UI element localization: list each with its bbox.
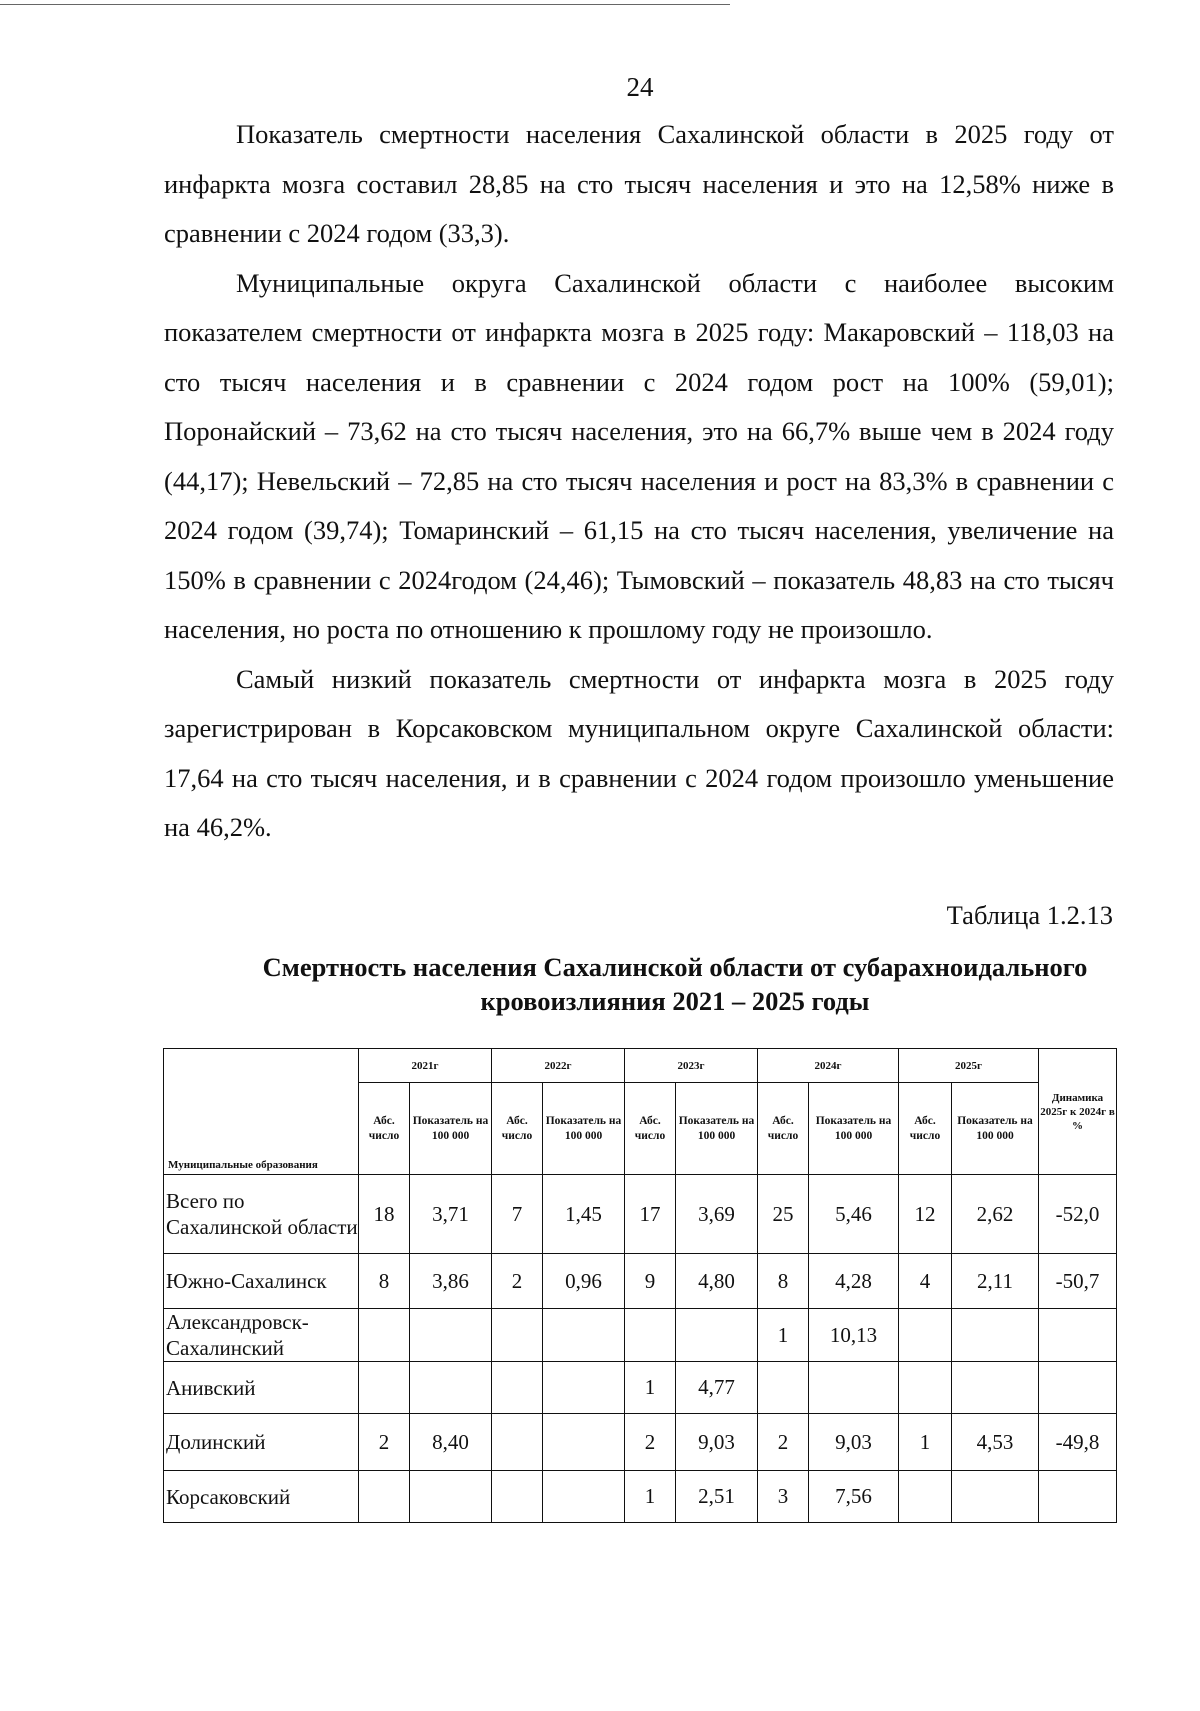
table-cell bbox=[952, 1309, 1039, 1362]
table-cell bbox=[676, 1309, 758, 1362]
column-header-year: 2022г bbox=[492, 1049, 625, 1083]
table-cell bbox=[492, 1309, 543, 1362]
column-header-dynamics: Динамика 2025г к 2024г в % bbox=[1039, 1049, 1117, 1175]
row-municipality-name: Всего по Сахалинской области bbox=[164, 1175, 359, 1254]
table-cell: 2,51 bbox=[676, 1471, 758, 1523]
table-cell: 1 bbox=[625, 1362, 676, 1414]
mortality-table bbox=[163, 1048, 1117, 1523]
column-header-rate: Показатель на 100 000 bbox=[676, 1083, 758, 1175]
table-cell: 0,96 bbox=[543, 1254, 625, 1309]
table-cell: -50,7 bbox=[1039, 1254, 1117, 1309]
table-cell bbox=[1039, 1309, 1117, 1362]
table-cell: 2 bbox=[492, 1254, 543, 1309]
table-cell bbox=[410, 1471, 492, 1523]
table-title: Смертность населения Сахалинской области от субарахноидального кровоизлияния 2021 – 2025 годы bbox=[262, 952, 1088, 1016]
column-header-year: 2024г bbox=[758, 1049, 899, 1083]
table-cell: 3,71 bbox=[410, 1175, 492, 1254]
table-row bbox=[164, 1175, 1117, 1254]
table-cell: 1 bbox=[625, 1471, 676, 1523]
column-header-rate: Показатель на 100 000 bbox=[809, 1083, 899, 1175]
column-header-rate: Показатель на 100 000 bbox=[543, 1083, 625, 1175]
table-cell: 4,80 bbox=[676, 1254, 758, 1309]
table-cell: 1 bbox=[899, 1414, 952, 1471]
table-cell bbox=[952, 1362, 1039, 1414]
column-header-abs: Абс. число bbox=[492, 1083, 543, 1175]
paragraph: Самый низкий показатель смертности от инфаркта мозга в 2025 году зарегистрирован в Корсаковском муниципальном округе Сахалинской области: 17,64 на сто тысяч населения, и в сравнении с 2024 годом произошло уменьшение на 46,2%. bbox=[164, 663, 1114, 842]
table-row bbox=[164, 1309, 1117, 1362]
table-row bbox=[164, 1414, 1117, 1471]
table-cell: 2 bbox=[359, 1414, 410, 1471]
table-cell bbox=[359, 1362, 410, 1414]
table-cell: 8 bbox=[758, 1254, 809, 1309]
table-cell bbox=[899, 1309, 952, 1362]
row-municipality-name: Южно-Сахалинск bbox=[164, 1254, 359, 1309]
table-cell: 3 bbox=[758, 1471, 809, 1523]
body-text bbox=[164, 110, 1114, 853]
table-cell: 5,46 bbox=[809, 1175, 899, 1254]
table-cell bbox=[359, 1471, 410, 1523]
table-cell: 12 bbox=[899, 1175, 952, 1254]
table-cell bbox=[952, 1471, 1039, 1523]
column-header-rate: Показатель на 100 000 bbox=[952, 1083, 1039, 1175]
table-cell bbox=[543, 1414, 625, 1471]
table-row bbox=[164, 1254, 1117, 1309]
table-cell: -52,0 bbox=[1039, 1175, 1117, 1254]
column-header-year: 2025г bbox=[899, 1049, 1039, 1083]
top-border-line bbox=[0, 4, 730, 5]
table-cell: 4,77 bbox=[676, 1362, 758, 1414]
paragraph: Муниципальные округа Сахалинской области с наиболее высоким показателем смертности от инфаркта мозга в 2025 году: Макаровский – 118,03 на сто тысяч населения и в сравнении с 2024 годом рост на 100% (59,01); Поронайский – 73,62 на сто тысяч населения, это на 66,7% выше чем в 2024 году (44,17); Невельский – 72,85 на сто тысяч населения и рост на 83,3% в сравнении с 2024 годом (39,74); Томаринский – 61,15 на сто тысяч населения, увеличение на 150% в сравнении с 2024годом (24,46); Тымовский – показатель 48,83 на сто тысяч населения, но роста по отношению к прошлому году не произошло. bbox=[164, 267, 1114, 644]
table-cell bbox=[625, 1309, 676, 1362]
table-cell bbox=[899, 1362, 952, 1414]
table-cell: 3,69 bbox=[676, 1175, 758, 1254]
table-cell: 2 bbox=[758, 1414, 809, 1471]
column-header-rate: Показатель на 100 000 bbox=[410, 1083, 492, 1175]
row-municipality-name: Александровск-Сахалинский bbox=[164, 1309, 359, 1362]
table-cell: 18 bbox=[359, 1175, 410, 1254]
table-cell bbox=[1039, 1362, 1117, 1414]
table-cell bbox=[543, 1471, 625, 1523]
table-cell bbox=[899, 1471, 952, 1523]
table-cell: 4 bbox=[899, 1254, 952, 1309]
table-cell: 9,03 bbox=[676, 1414, 758, 1471]
column-header-municipality: Муниципальные образования bbox=[164, 1049, 359, 1175]
table-cell bbox=[1039, 1471, 1117, 1523]
table-cell bbox=[410, 1309, 492, 1362]
table-cell bbox=[492, 1362, 543, 1414]
table-cell bbox=[410, 1362, 492, 1414]
table-cell: 17 bbox=[625, 1175, 676, 1254]
table-cell bbox=[809, 1362, 899, 1414]
table-cell: -49,8 bbox=[1039, 1414, 1117, 1471]
table-cell: 3,86 bbox=[410, 1254, 492, 1309]
table-cell: 1,45 bbox=[543, 1175, 625, 1254]
table-cell: 25 bbox=[758, 1175, 809, 1254]
table-cell: 2,11 bbox=[952, 1254, 1039, 1309]
table-caption: Таблица 1.2.13 bbox=[946, 900, 1113, 930]
table-cell bbox=[758, 1362, 809, 1414]
table-cell: 1 bbox=[758, 1309, 809, 1362]
column-header-abs: Абс. число bbox=[625, 1083, 676, 1175]
column-header-abs: Абс. число bbox=[899, 1083, 952, 1175]
row-municipality-name: Корсаковский bbox=[164, 1471, 359, 1523]
row-municipality-name: Анивский bbox=[164, 1362, 359, 1414]
column-header-abs: Абс. число bbox=[758, 1083, 809, 1175]
table-row bbox=[164, 1362, 1117, 1414]
table-cell bbox=[359, 1309, 410, 1362]
table-cell: 9,03 bbox=[809, 1414, 899, 1471]
column-header-year: 2021г bbox=[359, 1049, 492, 1083]
table-cell bbox=[543, 1362, 625, 1414]
table-cell: 7 bbox=[492, 1175, 543, 1254]
table-cell: 2,62 bbox=[952, 1175, 1039, 1254]
table-cell: 8 bbox=[359, 1254, 410, 1309]
table-cell: 9 bbox=[625, 1254, 676, 1309]
column-header-year: 2023г bbox=[625, 1049, 758, 1083]
table-cell: 7,56 bbox=[809, 1471, 899, 1523]
table-cell: 4,28 bbox=[809, 1254, 899, 1309]
table-cell bbox=[543, 1309, 625, 1362]
table-cell: 4,53 bbox=[952, 1414, 1039, 1471]
table-cell bbox=[492, 1414, 543, 1471]
table-cell: 10,13 bbox=[809, 1309, 899, 1362]
paragraph: Показатель смертности населения Сахалинской области в 2025 году от инфаркта мозга составил 28,85 на сто тысяч населения и это на 12,58% ниже в сравнении с 2024 годом (33,3). bbox=[164, 119, 1114, 248]
table-row bbox=[164, 1471, 1117, 1523]
table-cell: 2 bbox=[625, 1414, 676, 1471]
page-number: 24 bbox=[626, 72, 654, 102]
table-cell bbox=[492, 1471, 543, 1523]
table-cell: 8,40 bbox=[410, 1414, 492, 1471]
row-municipality-name: Долинский bbox=[164, 1414, 359, 1471]
column-header-abs: Абс. число bbox=[359, 1083, 410, 1175]
